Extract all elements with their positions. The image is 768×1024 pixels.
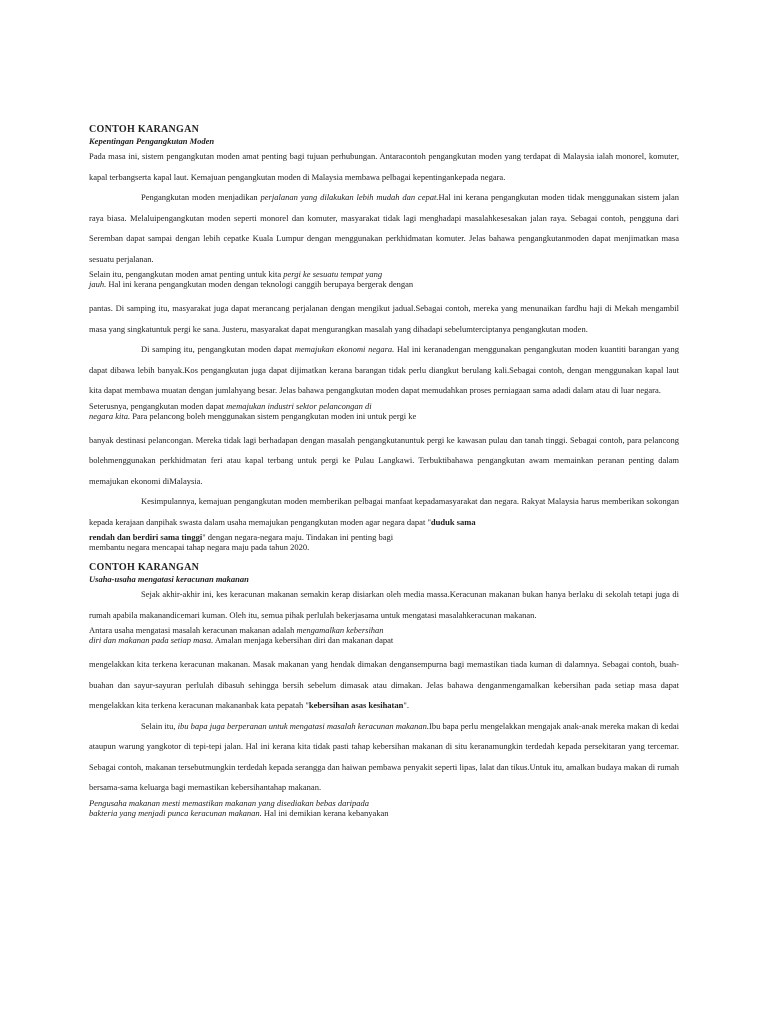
- s2-tight-line-1: Antara usaha mengatasi masalah keracunan makanan adalah mengamalkan kebersihan: [89, 625, 384, 635]
- s2-paragraph-2: mengelakkan kita terkena keracunan makanan. Masak makanan yang hendak dimakan dengansempurna bagi memastikan tiada kuman di dalamnya. Sebagai contoh, buah-buahan dan sayur-sayuran perlulah dibasuh sehingga bersih sebelum dimasak atau dimakan. Jelas bahawa denganmengamalkan kebersihan pada setiap masa dapat mengelakkan kita terkena keracunan makananbak kata pepatah "kebersihan asas kesihatan".: [89, 659, 679, 710]
- s1-tight-line-2: jauh. Hal ini kerana pengangkutan moden dengan teknologi canggih berupaya bergerak dengan: [89, 279, 414, 289]
- s2-tight-line-2: diri dan makanan pada setiap masa. Amalan menjaga kebersihan diri dan makanan dapat: [89, 635, 394, 645]
- s1-paragraph-6: Kesimpulannya, kemajuan pengangkutan moden memberikan pelbagai manfaat kepadamasyarakat dan negara. Rakyat Malaysia harus memberikan sokongan kepada kerajaan danpihak swasta dalam usaha memajukan pengangkutan moden agar negara dapat "duduk sama: [89, 496, 679, 527]
- s1-tight-line-4: negara kita. Para pelancong boleh menggunakan sistem pengangkutan moden ini untuk pergi ke: [89, 410, 417, 421]
- s1-tight-line-6: membantu negara mencapai tahap negara maju pada tahun 2020.: [89, 542, 310, 552]
- s2-paragraph-3: Selain itu, ibu bapa juga berperanan untuk mengatasi masalah keracunan makanan.Ibu bapa perlu mengelakkan mengajak anak-anak mereka makan di kedai ataupun warung yangkotor di tepi-tepi jalan. Hal ini kerana kita tidak pasti tahap kebersihan makanan di situ keranamungkin terdedah kepada persekitaran yang tercemar. Sebagai contoh, makanan tersebutmungkin terdedah kepada serangga dan haiwan pembawa penyakit seperti lipas, lalat dan tikus.Untuk itu, amalkan budaya makan di rumah bersama-sama keluarga bagi memastikan kebersihantahap makanan.: [89, 720, 679, 792]
- s1-tight-line-3: Seterusnya, pengangkutan moden dapat memajukan industri sektor pelancongan di: [89, 400, 372, 411]
- s1-paragraph-5: banyak destinasi pelancongan. Mereka tidak lagi berhadapan dengan masalah pengangkutanuntuk pergi ke kawasan pulau dan tanah tinggi. Sebagai contoh, para pelancong bolehmenggunakan perkhidmatan feri atau kapal terbang untuk pergi ke Pulau Langkawi. Terbuktibahawa pengangkutan awam memainkan peranan penting dalam memajukan ekonomi diMalaysia.: [89, 434, 679, 486]
- s1-paragraph-4: Di samping itu, pengangkutan moden dapat memajukan ekonomi negara. Hal ini keranadengan menggunakan pengangkutan moden kuantiti barangan yang dapat dibawa lebih banyak.Kos pengangkutan juga dapat dijimatkan kerana barangan tidak perlu diangkut berulang kali.Sebagai contoh, dengan menggunakan kapal laut kita dapat membawa muatan dengan jumlahyang besar. Jelas bahawa pengangkutan moden dapat memudahkan proses perniagaan sama adadi dalam atau di luar negara.: [89, 344, 680, 395]
- s2-paragraph-1: Sejak akhir-akhir ini, kes keracunan makanan semakin kerap disiarkan oleh media massa.Keracunan makanan bukan hanya berlaku di sekolah tetapi juga di rumah apabila makanandicemari kuman. Oleh itu, semua pihak perlulah bekerjasama untuk mengatasi masalahkeracunan makanan.: [89, 589, 679, 620]
- s1-tight-line-5: rendah dan berdiri sama tinggi" dengan negara-negara maju. Tindakan ini penting bagi: [89, 532, 394, 542]
- s1-paragraph-3: pantas. Di samping itu, masyarakat juga dapat merancang perjalanan dengan mengikut jadual.Sebagai contoh, mereka yang menunaikan fardhu haji di Mekah mengambil masa yang singkatuntuk pergi ke sana. Justeru, masyarakat dapat mengurangkan masalah yang dihadapi sebelumterciptanya pengangkutan moden.: [89, 303, 679, 334]
- document-page: [89, 124, 679, 818]
- s1-tight-line-1: Selain itu, pengangkutan moden amat penting untuk kita pergi ke sesuatu tempat yang: [89, 269, 383, 279]
- s1-paragraph-2: Pengangkutan moden menjadikan perjalanan yang dilakukan lebih mudah dan cepat.Hal ini kerana pengangkutan moden tidak menggunakan sistem jalan raya biasa. Melaluipengangkutan moden seperti monorel dan komuter, masyarakat tidak lagi menghadapi masalahkesesakan jalan raya. Sebagai contoh, pengguna dari Seremban dapat sampai dengan lebih cepatke Kuala Lumpur dengan menggunakan perkhidmatan komuter. Jelas bahawa pengangkutanmoden dapat menjimatkan masa sesuatu perjalanan.: [89, 192, 679, 264]
- section-1-subtitle: Kepentingan Pengangkutan Moden: [89, 136, 215, 146]
- s2-tight-line-4: bakteria yang menjadi punca keracunan makanan. Hal ini demikian kerana kebanyakan: [89, 807, 389, 818]
- section-1-title: CONTOH KARANGAN: [89, 124, 200, 135]
- s2-tight-line-3: Pengusaha makanan mesti memastikan makanan yang disediakan bebas daripada: [89, 797, 369, 808]
- section-2-subtitle: Usaha-usaha mengatasi keracunan makanan: [89, 574, 249, 584]
- section-2-title: CONTOH KARANGAN: [89, 562, 200, 573]
- s1-paragraph-1: Pada masa ini, sistem pengangkutan moden amat penting bagi tujuan perhubungan. Antaracontoh pengangkutan moden yang terdapat di Malaysia ialah monorel, komuter, kapal terbangserta kapal laut. Kemajuan pengangkutan moden di Malaysia membawa pelbagai kepentingankepada negara.: [89, 151, 679, 182]
